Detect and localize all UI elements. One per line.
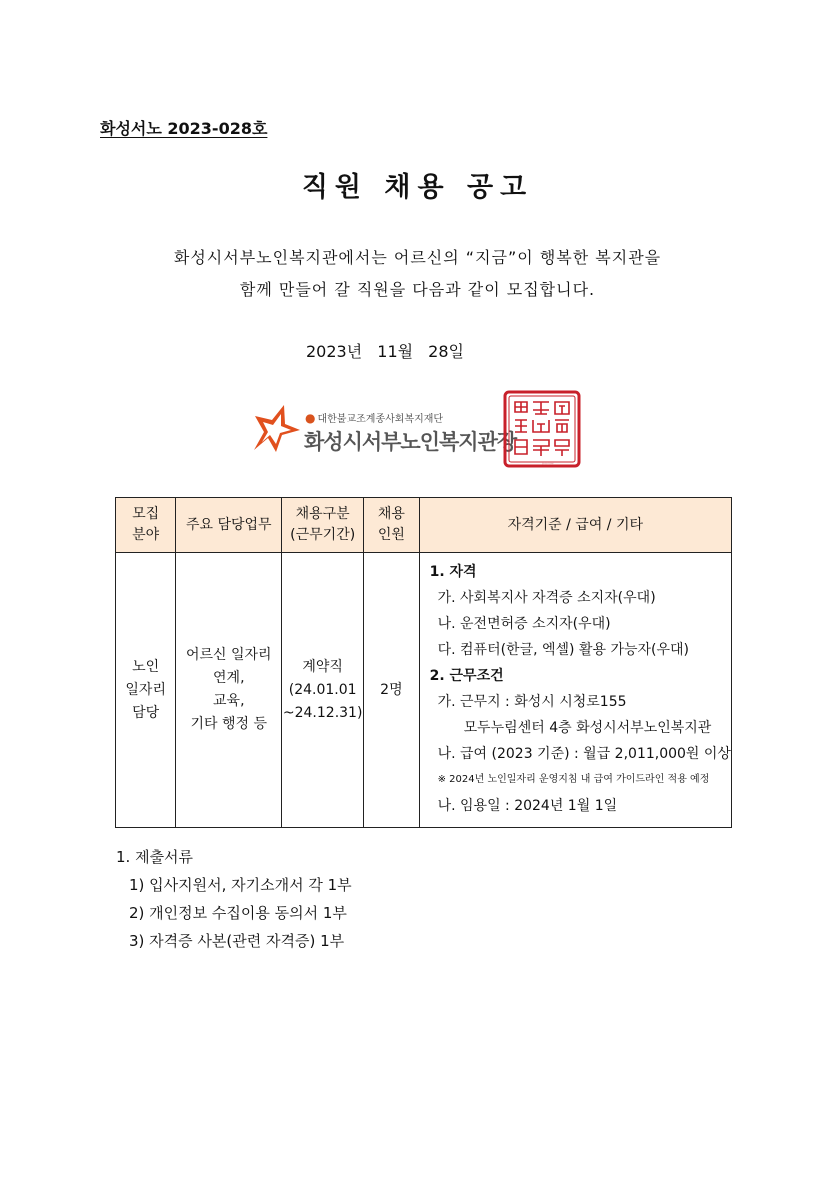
submission-heading: 1. 제출서류 xyxy=(116,848,194,866)
foundation-emblem-icon: ● xyxy=(305,411,316,425)
header-field: 모집 분야 xyxy=(116,498,176,553)
organization-logo xyxy=(252,402,517,462)
intro-line-1: 화성시서부노인복지관에서는 어르신의 “지금”이 행복한 복지관을 xyxy=(173,248,662,267)
cell-qualifications xyxy=(419,553,731,828)
official-seal-icon xyxy=(503,390,581,468)
condition-item: 나. 임용일 : 2024년 1월 1일 xyxy=(437,798,618,814)
list-item: 2) 개인정보 수집이용 동의서 1부 xyxy=(129,904,347,922)
qualification-item: 나. 운전면허증 소지자(우대) xyxy=(437,616,611,632)
condition-item: 나. 급여 (2023 기준) : 월급 2,011,000원 이상 xyxy=(437,746,731,762)
star-logo-icon xyxy=(252,402,302,454)
foundation-name: ● 대한불교조계종사회복지재단 xyxy=(305,411,444,425)
qualification-item: 다. 컴퓨터(한글, 엑셀) 활용 가능자(우대) xyxy=(437,642,690,658)
header-headcount: 채용 인원 xyxy=(364,498,419,553)
header-duties: 주요 담당업무 xyxy=(176,498,282,553)
cell-headcount: 2명 xyxy=(364,553,419,828)
list-item: 1) 입사지원서, 자기소개서 각 1부 xyxy=(129,876,352,894)
announcement-date: 2023년 11월 28일 xyxy=(306,342,464,361)
conditions-heading: 2. 근무조건 xyxy=(429,668,504,684)
document-number: 화성서노 2023-028호 xyxy=(100,119,268,138)
condition-item: 가. 근무지 : 화성시 시청로155 xyxy=(437,694,627,710)
cell-field: 노인 일자리 담당 xyxy=(116,553,176,828)
table-row xyxy=(116,553,732,828)
header-employment-type: 채용구분 (근무기간) xyxy=(282,498,364,553)
svg-text:화성시서부노인복지관장인: 화성시서부노인복지관장인 xyxy=(542,464,554,465)
organization-name: 화성시서부노인복지관장 xyxy=(304,430,517,454)
list-item: 3) 자격증 사본(관련 자격증) 1부 xyxy=(129,932,345,950)
qualification-item: 가. 사회복지사 자격증 소지자(우대) xyxy=(437,590,656,606)
cell-employment-type: 계약직 (24.01.01 ~24.12.31) xyxy=(282,553,364,828)
table-header-row xyxy=(116,498,732,553)
cell-duties: 어르신 일자리 연계, 교육, 기타 행정 등 xyxy=(176,553,282,828)
condition-item-continued: 모두누림센터 4층 화성시서부노인복지관 xyxy=(463,720,712,736)
recruitment-table xyxy=(115,497,732,828)
intro-line-2: 함께 만들어 갈 직원을 다음과 같이 모집합니다. xyxy=(239,280,596,299)
header-qualifications: 자격기준 / 급여 / 기타 xyxy=(419,498,731,553)
qualification-heading: 1. 자격 xyxy=(429,564,477,580)
page-title: 직원 채용 공고 xyxy=(301,172,534,203)
salary-note: ※ 2024년 노인일자리 운영지침 내 급여 가이드라인 적용 예정 xyxy=(437,774,710,785)
